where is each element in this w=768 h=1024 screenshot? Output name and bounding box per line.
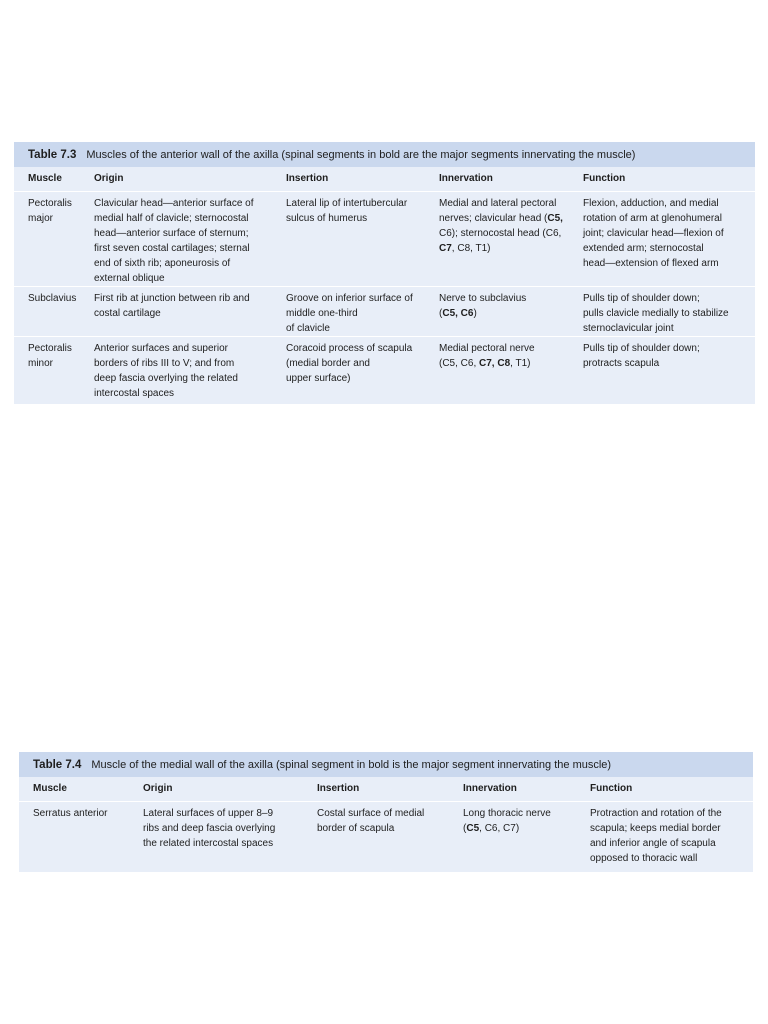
innervation-text: , C6, C7) (479, 823, 520, 834)
header-row (14, 167, 755, 192)
cell-origin: First rib at junction between rib and costal cartilage (94, 293, 250, 319)
innervation-text: C6); sternocostal head (C6, (439, 228, 562, 239)
col-header-insertion: Insertion (286, 173, 329, 184)
col-header-innervation: Innervation (463, 783, 517, 794)
cell-function: Pulls tip of shoulder down; pulls clavicle medially to stabilize sternoclavicular joint (583, 293, 729, 334)
innervation-text: Nerve to subclavius ( (439, 293, 527, 319)
cell-function: Pulls tip of shoulder down; protracts scapula (583, 343, 700, 369)
cell-function: Protraction and rotation of the scapula; keeps medial border and inferior angle of scapula opposed to thoracic wall (590, 808, 722, 864)
col-header-muscle: Muscle (33, 783, 67, 794)
cell-insertion: Lateral lip of intertubercular sulcus of humerus (286, 198, 408, 224)
innervation-text: , C8, T1) (451, 243, 491, 254)
cell-insertion: Groove on inferior surface of middle one-third of clavicle (286, 293, 413, 334)
table-7-3 (14, 142, 755, 404)
cell-origin: Anterior surfaces and superior borders of ribs III to V; and from deep fascia overlying the related intercostal spaces (94, 343, 238, 399)
table-row (19, 802, 753, 872)
header-row (19, 777, 753, 802)
col-header-origin: Origin (143, 783, 173, 794)
table-row (14, 337, 755, 405)
major-segment: C7 (439, 243, 452, 254)
major-segment: C5 (466, 823, 480, 834)
col-header-origin: Origin (94, 173, 124, 184)
table-caption (19, 752, 753, 777)
table-7-4 (19, 752, 753, 872)
cell-origin: Lateral surfaces of upper 8–9 ribs and deep fascia overlying the related intercostal spaces (143, 808, 276, 849)
major-segment: C7, C8 (479, 358, 511, 369)
cell-innervation (439, 341, 535, 371)
table-title: Muscle of the medial wall of the axilla (spinal segment in bold is the major segment innervating the muscle) (91, 758, 612, 771)
innervation-text: Long thoracic nerve ( (463, 808, 551, 834)
cell-muscle: Subclavius (28, 293, 77, 304)
table-row (14, 192, 755, 287)
cell-muscle: Serratus anterior (33, 808, 108, 819)
table-row (14, 287, 755, 337)
cell-insertion: Coracoid process of scapula (medial border and upper surface) (286, 343, 413, 384)
table-title: Muscles of the anterior wall of the axilla (spinal segments in bold are the major segments innervating the muscle) (86, 148, 636, 161)
col-header-function: Function (590, 783, 633, 794)
innervation-text: Medial and lateral pectoral nerves; clavicular head ( (439, 198, 557, 224)
cell-innervation (439, 196, 563, 256)
col-header-function: Function (583, 173, 626, 184)
cell-muscle: Pectoralis major (28, 198, 72, 224)
table-number: Table 7.4 (33, 758, 82, 771)
col-header-insertion: Insertion (317, 783, 360, 794)
col-header-muscle: Muscle (28, 173, 62, 184)
major-segment: C5, C6 (442, 308, 474, 319)
cell-insertion: Costal surface of medial border of scapula (317, 808, 425, 834)
cell-innervation (463, 806, 551, 836)
cell-function: Flexion, adduction, and medial rotation of arm at glenohumeral joint; clavicular head—flexion of extended arm; sternocostal head—extension of flexed arm (583, 198, 724, 269)
cell-origin: Clavicular head—anterior surface of medial half of clavicle; sternocostal head—anterior surface of sternum; first seven costal cartilages; sternal end of sixth rib; aponeurosis of external oblique (94, 198, 254, 284)
table-number: Table 7.3 (28, 148, 77, 161)
col-header-innervation: Innervation (439, 173, 493, 184)
cell-muscle: Pectoralis minor (28, 343, 72, 369)
major-segment: C5, (547, 213, 563, 224)
innervation-text: Medial pectoral nerve (C5, C6, (439, 343, 535, 369)
cell-innervation (439, 291, 526, 321)
innervation-text: , T1) (510, 358, 531, 369)
table-caption (14, 142, 755, 167)
innervation-text: ) (473, 308, 477, 319)
